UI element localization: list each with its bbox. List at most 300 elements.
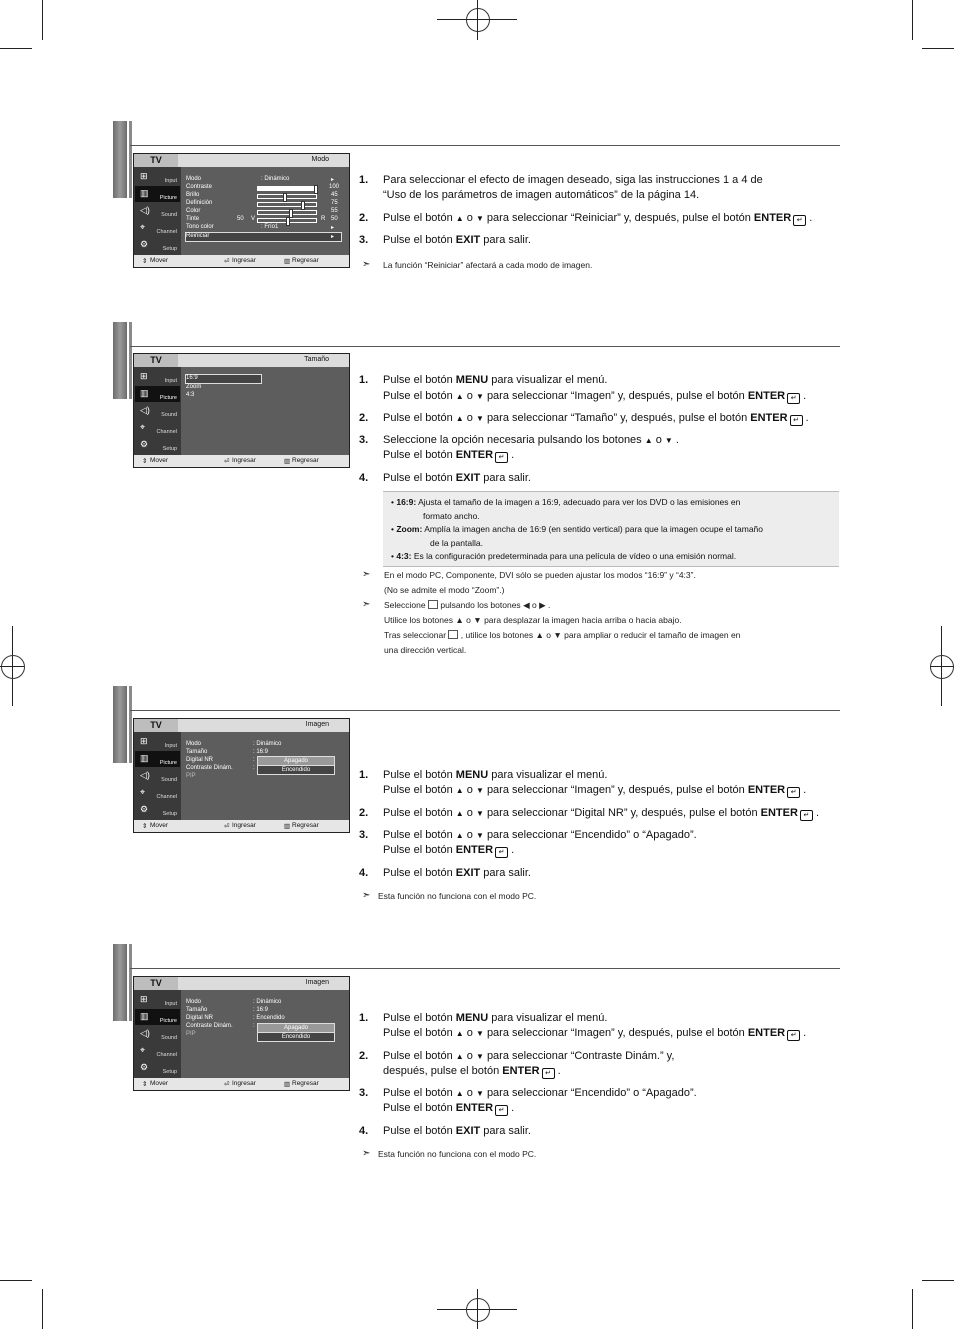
footer-enter: Ingresar <box>232 257 256 264</box>
sharpness-slider <box>257 202 317 207</box>
step-text: o <box>466 1027 473 1039</box>
satellite-icon: ⌖ <box>140 787 146 797</box>
osd-tv-label: TV <box>134 154 178 167</box>
step-text: Pulse el botón <box>383 390 453 402</box>
crop-mark <box>912 0 913 40</box>
step-text: Pulse el botón <box>383 472 453 484</box>
up-arrow-icon: ▲ <box>455 1089 464 1098</box>
osd-row-value: : 16:9 <box>253 1007 269 1013</box>
section-bar <box>113 322 127 399</box>
pointer-icon: ➣ <box>362 259 371 270</box>
enter-icon: ⏎ <box>224 458 230 465</box>
enter-label: ENTER <box>753 212 792 224</box>
step-text: Pulse el botón <box>383 1012 453 1024</box>
step-text: Pulse el botón <box>383 769 453 781</box>
crop-mark <box>0 666 24 667</box>
osd-title: Imagen <box>305 979 329 986</box>
section-bar <box>113 686 127 763</box>
down-arrow-icon: ▼ <box>475 1052 484 1061</box>
osd-row-value: : Dinámico <box>253 999 282 1005</box>
info-box: • 16:9: Ajusta el tamaño de la imagen a 16:9, adecuado para ver los DVD o las emisiones en formato ancho. • Zoom: Amplía la imagen ancha de 16:9 (en sentido vertical) para que la imagen ocupe el tamaño de la pantalla. • 4:3: Es la configuración predeterminada para una película de vídeo o una emisión normal. <box>383 491 839 567</box>
enter-icon: ↵ <box>787 393 800 404</box>
step-text: para visualizar el menú. <box>491 1012 608 1024</box>
step-text: para seleccionar “Encendido” o “Apagado”. <box>486 829 697 841</box>
enter-label: ENTER <box>455 844 494 856</box>
step-number: 1. <box>359 1012 369 1024</box>
footer-enter: Ingresar <box>232 1080 256 1087</box>
enter-icon: ↵ <box>495 847 508 858</box>
footer-back: Regresar <box>292 457 319 464</box>
osd-row-value: : 16:9 <box>253 749 269 755</box>
step-text: para seleccionar “Imagen” y, después, pulse el botón <box>486 784 745 796</box>
osd-sidebar <box>134 367 181 455</box>
osd-side-setup: Setup <box>162 811 177 817</box>
osd-row-label: Contraste <box>186 184 213 190</box>
picture-icon: ▥ <box>140 1011 149 1021</box>
osd-tv-label: TV <box>134 354 178 367</box>
footer-enter: Ingresar <box>232 457 256 464</box>
osd-option: Zoom <box>186 384 202 390</box>
step-text: o <box>466 412 473 424</box>
step-text: después, pulse el botón <box>383 1065 500 1077</box>
osd-row-label: Tamaño <box>186 749 208 755</box>
osd-side-setup: Setup <box>162 446 177 452</box>
box-text: formato ancho. <box>423 511 480 521</box>
up-arrow-icon: ▲ <box>455 809 464 818</box>
osd-title: Modo <box>311 156 329 163</box>
osd-side-input: Input <box>164 178 177 184</box>
enter-icon: ⏎ <box>224 1081 230 1088</box>
step-text: para salir. <box>483 234 531 246</box>
step-number: 3. <box>359 1087 369 1099</box>
down-arrow-icon: ▼ <box>553 630 562 640</box>
down-arrow-icon: ▼ <box>475 214 484 223</box>
pointer-icon: ➣ <box>362 1148 371 1159</box>
down-arrow-icon: ▼ <box>475 809 484 818</box>
step-number: 2. <box>359 212 369 224</box>
osd-side-sound: Sound <box>161 412 177 418</box>
enter-label: ENTER <box>747 784 786 796</box>
note-text: Esta función no funciona con el modo PC. <box>378 1149 537 1159</box>
satellite-icon: ⌖ <box>140 1045 146 1055</box>
osd-sidebar <box>134 732 181 820</box>
osd-menu <box>133 976 350 1091</box>
osd-side-picture: Picture <box>159 395 177 401</box>
osd-row-label: PIP <box>186 773 196 779</box>
enter-label: ENTER <box>502 1065 540 1077</box>
osd-menu <box>133 153 350 268</box>
updown-icon: ⇕ <box>142 823 148 830</box>
step-text: para visualizar el menú. <box>491 374 608 386</box>
enter-icon: ⏎ <box>224 258 230 265</box>
step-text: o <box>655 434 662 446</box>
speaker-icon: ◁) <box>140 770 150 780</box>
step-text: para seleccionar “Imagen” y, después, pulse el botón <box>486 1027 745 1039</box>
step-text: Pulse el botón <box>383 1102 453 1114</box>
box-key: 4:3: <box>396 551 412 561</box>
note-text: La función “Reiniciar” afectará a cada modo de imagen. <box>383 260 593 270</box>
osd-footer <box>134 820 349 832</box>
step-number: 1. <box>359 174 369 186</box>
registration-mark <box>930 655 954 679</box>
speaker-icon: ◁) <box>140 205 150 215</box>
antenna-icon: ⊞ <box>140 736 148 746</box>
menu-label: MENU <box>455 374 489 386</box>
step-text: para seleccionar “Tamaño” y, después, pulse el botón <box>486 412 748 424</box>
footer-move: Mover <box>150 257 169 264</box>
enter-icon: ↵ <box>542 1068 555 1079</box>
note-text: Seleccione <box>384 600 426 610</box>
step-text: Pulse el botón <box>383 844 453 856</box>
step-text: para seleccionar “Encendido” o “Apagado”. <box>486 1087 697 1099</box>
enter-label: ENTER <box>750 412 788 424</box>
down-arrow-icon: ▼ <box>475 414 484 423</box>
step-text: o <box>466 829 473 841</box>
down-arrow-icon: ▼ <box>475 786 484 795</box>
note-text: pulsando los botones <box>440 600 521 610</box>
tint-slider <box>257 218 317 223</box>
up-arrow-icon: ▲ <box>455 214 464 223</box>
osd-tv-label: TV <box>134 977 178 990</box>
speaker-icon: ◁) <box>140 405 150 415</box>
note-text: o <box>531 600 537 610</box>
exit-label: EXIT <box>455 234 481 246</box>
note-text: para desplazar la imagen hacia arriba o hacia abajo. <box>484 615 682 625</box>
step-text: para salir. <box>483 867 531 879</box>
setup-icon: ⚙ <box>140 239 149 249</box>
exit-label: EXIT <box>455 867 481 879</box>
pointer-icon: ➣ <box>362 599 371 610</box>
osd-row-value: : <box>253 1023 255 1029</box>
osd-row-value: 100 <box>329 184 340 190</box>
osd-row-label: Contraste Dinám. <box>186 1023 233 1029</box>
size-icon <box>428 600 438 609</box>
osd-row-label: Reiniciar <box>186 233 210 239</box>
picture-icon: ▥ <box>140 188 149 198</box>
down-arrow-icon: ▼ <box>664 436 673 445</box>
section-bar <box>129 121 132 198</box>
picture-icon: ▥ <box>140 753 149 763</box>
crop-mark <box>922 48 954 49</box>
osd-option: 4:3 <box>186 392 195 398</box>
up-arrow-icon: ▲ <box>455 615 464 625</box>
osd-side-input: Input <box>164 1001 177 1007</box>
osd-side-picture: Picture <box>159 195 177 201</box>
down-arrow-icon: ▼ <box>475 1029 484 1038</box>
step-text: Pulse el botón <box>383 1087 453 1099</box>
osd-menu <box>133 718 350 833</box>
osd-row-value: : <box>253 765 255 771</box>
tint-r-label: R <box>321 216 326 222</box>
osd-sidebar <box>134 167 181 255</box>
osd-side-setup: Setup <box>162 1069 177 1075</box>
section-rule <box>130 145 840 146</box>
step-text: o <box>466 1050 473 1062</box>
down-arrow-icon: ▼ <box>475 831 484 840</box>
contrast-slider <box>257 186 317 191</box>
step-number: 4. <box>359 867 369 879</box>
osd-row-label: PIP <box>186 1031 196 1037</box>
osd-side-sound: Sound <box>161 212 177 218</box>
right-arrow-icon: ▶ <box>539 600 546 610</box>
osd-title: Tamaño <box>304 356 329 363</box>
antenna-icon: ⊞ <box>140 994 148 1004</box>
osd-row-label: Modo <box>186 176 202 182</box>
crop-mark <box>912 1289 913 1329</box>
up-arrow-icon: ▲ <box>455 1052 464 1061</box>
osd-row-label: Contraste Dinám. <box>186 765 233 771</box>
up-arrow-icon: ▲ <box>455 831 464 840</box>
step-text: Pulse el botón <box>383 829 453 841</box>
step-number: 4. <box>359 472 369 484</box>
speaker-icon: ◁) <box>140 1028 150 1038</box>
crop-mark <box>0 1280 32 1281</box>
registration-mark <box>466 8 490 32</box>
step-text: Pulse el botón <box>383 449 453 461</box>
enter-label: ENTER <box>455 449 494 461</box>
osd-side-picture: Picture <box>159 1018 177 1024</box>
step-text: Pulse el botón <box>383 784 453 796</box>
step-text: para salir. <box>483 472 531 484</box>
osd-side-channel: Channel <box>156 429 177 435</box>
down-arrow-icon: ▼ <box>475 392 484 401</box>
antenna-icon: ⊞ <box>140 171 148 181</box>
step-text: Pulse el botón <box>383 412 453 424</box>
step-text: o <box>466 390 473 402</box>
color-slider <box>257 210 317 215</box>
up-arrow-icon: ▲ <box>535 630 544 640</box>
osd-row-value: 55 <box>331 208 338 214</box>
osd-row-label: Definición <box>186 200 213 206</box>
step-text: Pulse el botón <box>383 867 453 879</box>
tint-g-label: V <box>251 216 256 222</box>
up-arrow-icon: ▲ <box>455 786 464 795</box>
return-icon: ▥ <box>284 823 291 830</box>
osd-tv-label: TV <box>134 719 178 732</box>
step-number: 1. <box>359 769 369 781</box>
pointer-icon: ➣ <box>362 569 371 580</box>
osd-row-value: 75 <box>331 200 338 206</box>
osd-side-sound: Sound <box>161 1035 177 1041</box>
updown-icon: ⇕ <box>142 458 148 465</box>
note: ➣ Seleccione pulsando los botones ◀ o ▶ . Utilice los botones ▲ o ▼ para desplazar la imagen hacia arriba o hacia abajo. Tras seleccionar , utilice los botones ▲ o ▼ para ampliar o reducir el tamaño de imagen en una dirección vertical. <box>362 599 741 655</box>
osd-row-value: 50 <box>237 216 244 222</box>
note-text: Tras seleccionar <box>384 630 447 640</box>
step-text: Pulse el botón <box>383 374 453 386</box>
osd-row-label: Tamaño <box>186 1007 208 1013</box>
osd-side-channel: Channel <box>156 1052 177 1058</box>
menu-label: MENU <box>455 1012 489 1024</box>
osd-side-channel: Channel <box>156 229 177 235</box>
step-text: Pulse el botón <box>383 234 453 246</box>
satellite-icon: ⌖ <box>140 422 146 432</box>
step-text: “Uso de los parámetros de imagen automáticos” de la página 14. <box>383 189 700 201</box>
step-text: Seleccione la opción necesaria pulsando los botones <box>383 434 642 446</box>
step-text: para seleccionar “Contraste Dinám.” y, <box>486 1050 675 1062</box>
note-text: Utilice los botones <box>384 615 453 625</box>
enter-icon: ⏎ <box>224 823 230 830</box>
enter-label: ENTER <box>760 807 798 819</box>
osd-row-value: : Dinámico <box>253 741 282 747</box>
osd-row-label: Modo <box>186 999 202 1005</box>
step-text: o <box>466 1087 473 1099</box>
up-arrow-icon: ▲ <box>455 1029 464 1038</box>
enter-label: ENTER <box>747 1027 786 1039</box>
box-key: Zoom: <box>396 524 423 534</box>
osd-row-label: Digital NR <box>186 1015 214 1021</box>
step-text: para seleccionar “Digital NR” y, después, pulse el botón <box>486 807 758 819</box>
osd-sidebar <box>134 990 181 1078</box>
updown-icon: ⇕ <box>142 258 148 265</box>
setup-icon: ⚙ <box>140 439 149 449</box>
box-text: Ajusta el tamaño de la imagen a 16:9, adecuado para ver los DVD o las emisiones en <box>418 497 741 507</box>
down-arrow-icon: ▼ <box>475 1089 484 1098</box>
section-bar <box>113 121 127 198</box>
step-text: Pulse el botón <box>383 1027 453 1039</box>
note-text: , utilice los botones <box>460 630 534 640</box>
box-text: Es la configuración predeterminada para una película de vídeo o una emisión normal. <box>413 551 737 561</box>
brightness-slider <box>257 194 317 199</box>
osd-side-picture: Picture <box>159 760 177 766</box>
osd-row-label: Tinte <box>186 216 200 222</box>
antenna-icon: ⊞ <box>140 371 148 381</box>
section-rule <box>130 968 840 969</box>
updown-icon: ⇕ <box>142 1081 148 1088</box>
step-number: 3. <box>359 434 369 446</box>
step-number: 2. <box>359 807 369 819</box>
step-number: 2. <box>359 412 369 424</box>
osd-side-input: Input <box>164 378 177 384</box>
enter-icon: ↵ <box>793 215 806 226</box>
osd-option: 16:9 <box>186 375 198 381</box>
popup-option: Apagado <box>257 1023 335 1033</box>
footer-move: Mover <box>150 822 169 829</box>
section-bar <box>113 944 127 1021</box>
step-text: para visualizar el menú. <box>491 769 608 781</box>
popup-option: Apagado <box>257 756 335 766</box>
enter-icon: ↵ <box>787 787 800 798</box>
osd-side-channel: Channel <box>156 794 177 800</box>
osd-row-value: 45 <box>331 192 338 198</box>
osd-footer <box>134 1078 349 1090</box>
step-number: 4. <box>359 1125 369 1137</box>
crop-mark <box>922 1280 954 1281</box>
down-arrow-icon: ▼ <box>473 615 482 625</box>
osd-row-label: Tono color <box>186 224 214 230</box>
step-number: 3. <box>359 234 369 246</box>
crop-mark <box>0 48 32 49</box>
section-bar <box>129 944 132 1021</box>
osd-row-label: Color <box>186 208 201 214</box>
note-text: una dirección vertical. <box>384 645 467 655</box>
exit-label: EXIT <box>455 472 481 484</box>
osd-row-value: 50 <box>331 216 338 222</box>
footer-back: Regresar <box>292 822 319 829</box>
zoom-icon <box>448 630 458 639</box>
footer-move: Mover <box>150 457 169 464</box>
step-text: o <box>466 807 473 819</box>
step-text: para salir. <box>483 1125 531 1137</box>
step-text: Pulse el botón <box>383 212 453 224</box>
crop-mark <box>477 1289 478 1329</box>
box-text: de la pantalla. <box>430 538 483 548</box>
return-icon: ▥ <box>284 1081 291 1088</box>
setup-icon: ⚙ <box>140 804 149 814</box>
return-icon: ▥ <box>284 458 291 465</box>
osd-side-input: Input <box>164 743 177 749</box>
step-text: o <box>466 784 473 796</box>
crop-mark <box>930 666 954 667</box>
osd-side-setup: Setup <box>162 246 177 252</box>
enter-icon: ↵ <box>495 452 508 463</box>
note-text: para ampliar o reducir el tamaño de imagen en <box>564 630 741 640</box>
step-number: 3. <box>359 829 369 841</box>
enter-label: ENTER <box>747 390 786 402</box>
note-text: En el modo PC, Componente, DVI sólo se pueden ajustar los modos “16:9” y “4:3”. <box>384 570 696 580</box>
osd-menu <box>133 353 350 468</box>
osd-row-label: Digital NR <box>186 757 214 763</box>
osd-row-value: : Frío1 <box>261 224 279 230</box>
osd-content: Modo : Dinámico ▸ Contraste 100 Brillo 45 Definición 75 Color 55 Tinte 50 V R 50 Tono color : Frío1 ▸ Reiniciar ▸ <box>181 167 349 255</box>
note-text: o <box>466 615 471 625</box>
step-text: Para seleccionar el efecto de imagen deseado, siga las instrucciones 1 a 4 de <box>383 174 763 186</box>
footer-move: Mover <box>150 1080 169 1087</box>
registration-mark <box>466 1298 490 1322</box>
return-icon: ▥ <box>284 258 291 265</box>
note-text: (No se admite el modo “Zoom”.) <box>384 585 505 595</box>
setup-icon: ⚙ <box>140 1062 149 1072</box>
osd-content <box>181 367 349 455</box>
step-text: Pulse el botón <box>383 807 453 819</box>
crop-mark <box>477 0 478 40</box>
up-arrow-icon: ▲ <box>455 392 464 401</box>
footer-back: Regresar <box>292 257 319 264</box>
section-bar <box>129 686 132 763</box>
left-arrow-icon: ◀ <box>523 600 530 610</box>
enter-icon: ↵ <box>800 810 813 821</box>
enter-label: ENTER <box>455 1102 494 1114</box>
section-rule <box>130 710 840 711</box>
up-arrow-icon: ▲ <box>455 414 464 423</box>
enter-icon: ↵ <box>790 415 803 426</box>
osd-row-value: : Encendido <box>253 1015 285 1021</box>
step-number: 2. <box>359 1050 369 1062</box>
step-text: Pulse el botón <box>383 1050 453 1062</box>
osd-content <box>181 990 349 1078</box>
osd-footer <box>134 455 349 467</box>
enter-icon: ↵ <box>787 1030 800 1041</box>
popup-option-selected: Encendido <box>257 1032 335 1042</box>
osd-row-label: Brillo <box>186 192 200 198</box>
menu-label: MENU <box>455 769 489 781</box>
registration-mark <box>1 655 25 679</box>
box-text: Amplía la imagen ancha de 16:9 (en sentido vertical) para que la imagen ocupe el tamaño <box>424 524 764 534</box>
osd-title: Imagen <box>305 721 329 728</box>
section-bar <box>129 322 132 399</box>
step-text: para seleccionar “Imagen” y, después, pulse el botón <box>486 390 745 402</box>
step-text: Pulse el botón <box>383 1125 453 1137</box>
up-arrow-icon: ▲ <box>644 436 653 445</box>
popup-option-selected: Encendido <box>257 765 335 775</box>
crop-mark <box>42 1289 43 1329</box>
pointer-icon: ➣ <box>362 890 371 901</box>
exit-label: EXIT <box>455 1125 481 1137</box>
osd-row-label: Modo <box>186 741 202 747</box>
picture-icon: ▥ <box>140 388 149 398</box>
box-key: 16:9: <box>396 497 417 507</box>
step-number: 1. <box>359 374 369 386</box>
note-text: Esta función no funciona con el modo PC. <box>378 891 537 901</box>
